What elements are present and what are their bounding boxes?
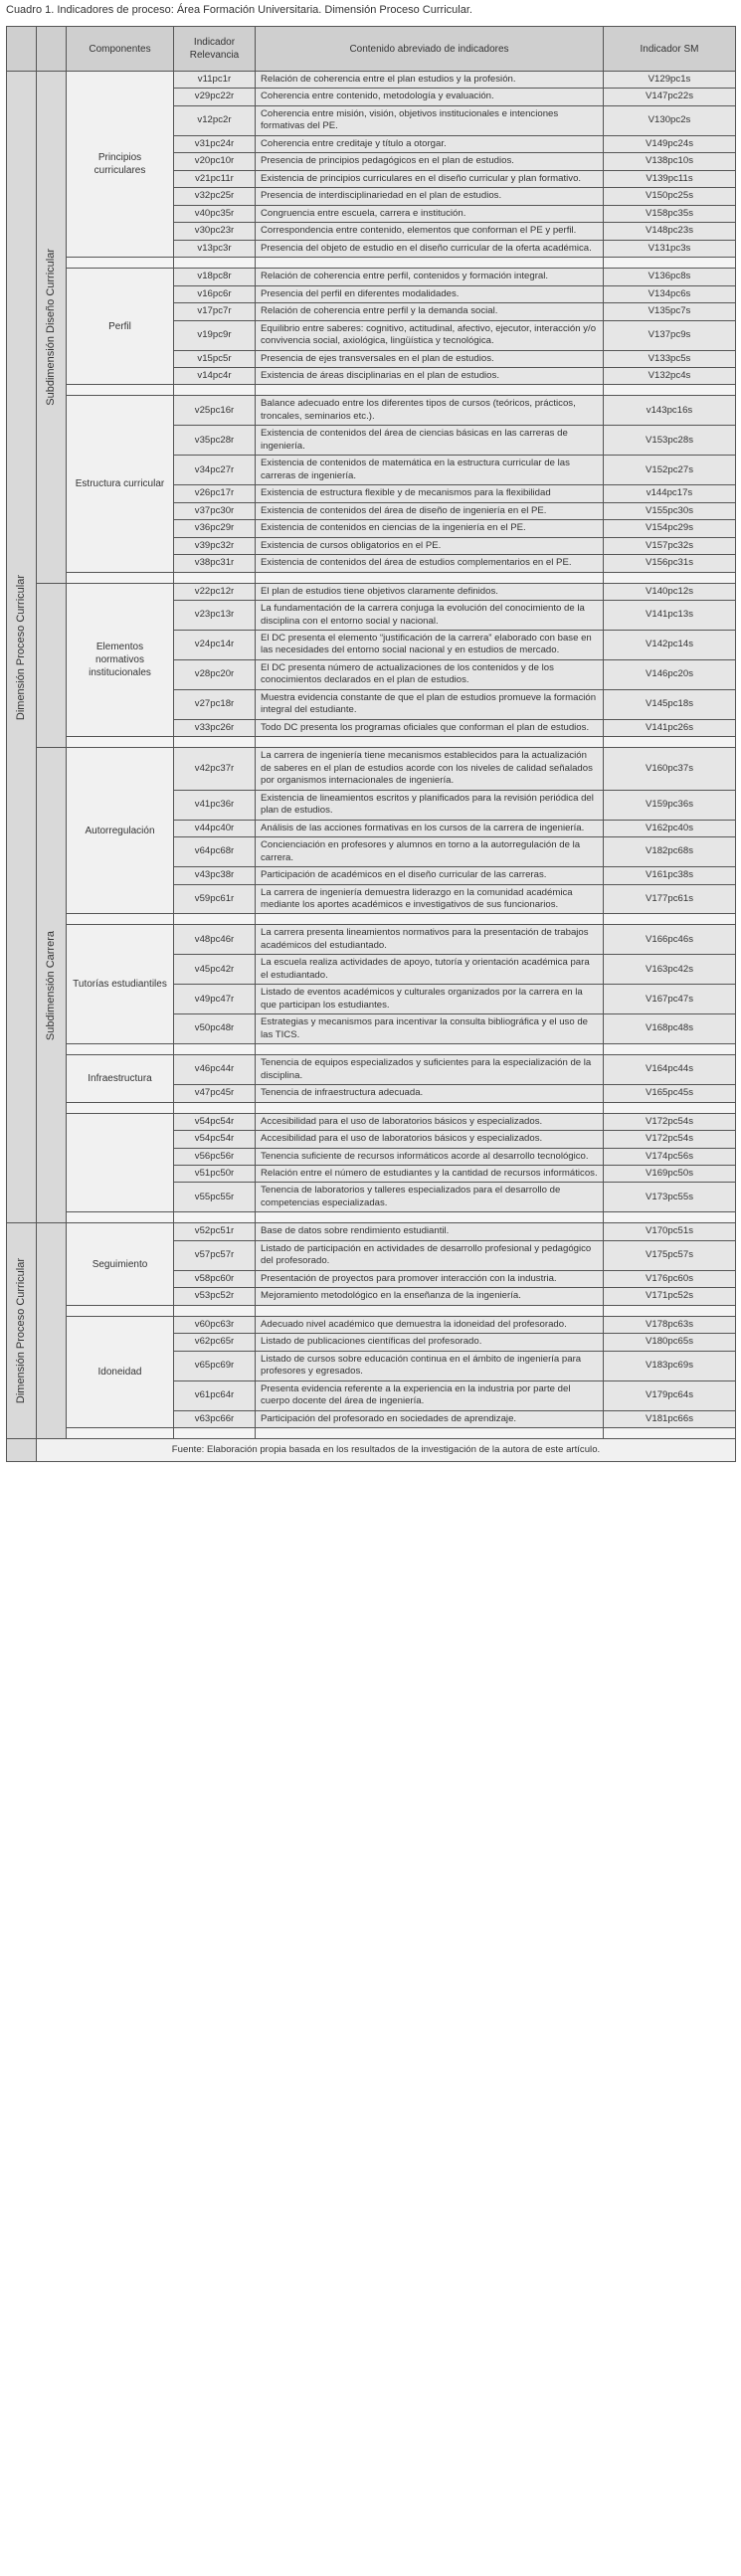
sm-code: V168pc48s bbox=[604, 1014, 736, 1044]
sm-code: V147pc22s bbox=[604, 89, 736, 105]
spacer-cell bbox=[174, 385, 256, 396]
table-row bbox=[7, 583, 736, 600]
spacer-row bbox=[7, 1212, 736, 1223]
subdimension-cell bbox=[37, 583, 67, 748]
spacer-cell bbox=[256, 1044, 604, 1055]
relevance-code: v61pc64r bbox=[174, 1380, 256, 1410]
sm-code: v144pc17s bbox=[604, 485, 736, 502]
relevance-code: v14pc4r bbox=[174, 367, 256, 384]
subdimension-cell bbox=[37, 1223, 67, 1439]
sm-code: V175pc57s bbox=[604, 1240, 736, 1270]
relevance-code: v55pc55r bbox=[174, 1183, 256, 1212]
indicator-description: Coherencia entre contenido, metodología y evaluación. bbox=[256, 89, 604, 105]
subdimension-label: Subdimensión Diseño Curricular bbox=[45, 248, 58, 406]
sm-code: V174pc56s bbox=[604, 1148, 736, 1165]
sm-code: V142pc14s bbox=[604, 631, 736, 660]
sm-code: V165pc45s bbox=[604, 1085, 736, 1102]
indicator-description: Accesibilidad para el uso de laboratorios básicos y especializados. bbox=[256, 1131, 604, 1148]
spacer-cell bbox=[604, 737, 736, 748]
sm-code: V177pc61s bbox=[604, 884, 736, 914]
sm-code: V130pc2s bbox=[604, 105, 736, 135]
relevance-code: v46pc44r bbox=[174, 1055, 256, 1085]
source-note: Fuente: Elaboración propia basada en los resultados de la investigación de la autora de este artículo. bbox=[37, 1439, 736, 1462]
sm-code: V162pc40s bbox=[604, 820, 736, 836]
relevance-code: v24pc14r bbox=[174, 631, 256, 660]
relevance-code: v32pc25r bbox=[174, 188, 256, 205]
sm-code: V138pc10s bbox=[604, 153, 736, 170]
indicator-description: Coherencia entre creditaje y título a otorgar. bbox=[256, 135, 604, 152]
relevance-code: v49pc47r bbox=[174, 985, 256, 1014]
indicator-description: La escuela realiza actividades de apoyo, tutoría y orientación académica para el estudiantado. bbox=[256, 955, 604, 985]
component-cell: Idoneidad bbox=[67, 1316, 174, 1427]
relevance-code: v30pc23r bbox=[174, 223, 256, 240]
indicator-description: Relación de coherencia entre perfil y la demanda social. bbox=[256, 303, 604, 320]
relevance-code: v11pc1r bbox=[174, 72, 256, 89]
relevance-code: v23pc13r bbox=[174, 601, 256, 631]
indicator-description: Concienciación en profesores y alumnos en torno a la autorregulación de la carrera. bbox=[256, 837, 604, 867]
spacer-row bbox=[7, 1044, 736, 1055]
sm-code: V180pc65s bbox=[604, 1334, 736, 1351]
component-cell: Infraestructura bbox=[67, 1055, 174, 1102]
table-row bbox=[7, 269, 736, 285]
component-cell: Elementos normativos institucionales bbox=[67, 583, 174, 737]
relevance-code: v52pc51r bbox=[174, 1223, 256, 1240]
sm-code: V157pc32s bbox=[604, 537, 736, 554]
header-contenido: Contenido abreviado de indicadores bbox=[256, 27, 604, 72]
indicator-description: Adecuado nivel académico que demuestra la idoneidad del profesorado. bbox=[256, 1316, 604, 1333]
component-cell: Autorregulación bbox=[67, 748, 174, 914]
table-row bbox=[7, 925, 736, 955]
indicator-description: Presencia del objeto de estudio en el diseño curricular de la oferta académica. bbox=[256, 240, 604, 257]
spacer-cell bbox=[604, 1428, 736, 1439]
subdimension-label: Subdimensión Carrera bbox=[45, 930, 58, 1040]
spacer-cell bbox=[174, 1102, 256, 1113]
spacer-cell bbox=[67, 737, 174, 748]
dimension-cell bbox=[7, 72, 37, 1223]
spacer-cell bbox=[174, 914, 256, 925]
component-cell: Seguimiento bbox=[67, 1223, 174, 1305]
sm-code: V139pc11s bbox=[604, 170, 736, 187]
header-componentes: Componentes bbox=[67, 27, 174, 72]
table-row bbox=[7, 1113, 736, 1130]
relevance-code: v26pc17r bbox=[174, 485, 256, 502]
sm-code: V170pc51s bbox=[604, 1223, 736, 1240]
relevance-code: v62pc65r bbox=[174, 1334, 256, 1351]
indicator-description: Presencia del perfil en diferentes modalidades. bbox=[256, 285, 604, 302]
indicator-description: Tenencia de infraestructura adecuada. bbox=[256, 1085, 604, 1102]
component-cell: Principios curriculares bbox=[67, 72, 174, 258]
footer-blank bbox=[7, 1439, 37, 1462]
relevance-code: v48pc46r bbox=[174, 925, 256, 955]
relevance-code: v43pc38r bbox=[174, 867, 256, 884]
sm-code: V179pc64s bbox=[604, 1380, 736, 1410]
component-cell: Estructura curricular bbox=[67, 396, 174, 572]
spacer-cell bbox=[256, 572, 604, 583]
spacer-cell bbox=[256, 914, 604, 925]
indicator-description: Existencia de áreas disciplinarias en el plan de estudios. bbox=[256, 367, 604, 384]
sm-code: V150pc25s bbox=[604, 188, 736, 205]
spacer-cell bbox=[256, 1212, 604, 1223]
header-blank-subdimension bbox=[37, 27, 67, 72]
dimension-label: Dimensión Proceso Curricular bbox=[15, 1258, 28, 1404]
sm-code: V137pc9s bbox=[604, 320, 736, 350]
spacer-cell bbox=[67, 572, 174, 583]
relevance-code: v45pc42r bbox=[174, 955, 256, 985]
indicator-description: Participación de académicos en el diseño curricular de las carreras. bbox=[256, 867, 604, 884]
sm-code: V169pc50s bbox=[604, 1166, 736, 1183]
header-blank-dimension bbox=[7, 27, 37, 72]
spacer-cell bbox=[604, 1212, 736, 1223]
table-caption: Cuadro 1. Indicadores de proceso: Área Formación Universitaria. Dimensión Proceso Curricular. bbox=[6, 4, 472, 16]
indicator-description: Base de datos sobre rendimiento estudiantil. bbox=[256, 1223, 604, 1240]
indicator-description: Existencia de contenidos del área de ciencias básicas en las carreras de ingeniería. bbox=[256, 426, 604, 456]
relevance-code: v13pc3r bbox=[174, 240, 256, 257]
relevance-code: v47pc45r bbox=[174, 1085, 256, 1102]
indicator-description: Listado de participación en actividades de desarrollo profesional y pedagógico del profesorado. bbox=[256, 1240, 604, 1270]
sm-code: V176pc60s bbox=[604, 1270, 736, 1287]
spacer-cell bbox=[67, 1305, 174, 1316]
indicator-description: La carrera de ingeniería demuestra liderazgo en la comunidad académica mediante los aportes académicos e investigativos de sus funcionarios. bbox=[256, 884, 604, 914]
table-row bbox=[7, 72, 736, 89]
indicator-description: Presentación de proyectos para promover interacción con la industria. bbox=[256, 1270, 604, 1287]
sm-code: V156pc31s bbox=[604, 555, 736, 572]
spacer-cell bbox=[174, 1212, 256, 1223]
indicator-description: Tenencia de laboratorios y talleres especializados para el desarrollo de competencias especializadas. bbox=[256, 1183, 604, 1212]
indicator-description: Tenencia suficiente de recursos informáticos acorde al desarrollo tecnológico. bbox=[256, 1148, 604, 1165]
indicator-description: Presencia de interdisciplinariedad en el plan de estudios. bbox=[256, 188, 604, 205]
indicator-description: Presencia de principios pedagógicos en el plan de estudios. bbox=[256, 153, 604, 170]
spacer-cell bbox=[604, 1305, 736, 1316]
indicator-description: Listado de publicaciones científicas del profesorado. bbox=[256, 1334, 604, 1351]
sm-code: V141pc26s bbox=[604, 719, 736, 736]
indicator-description: Todo DC presenta los programas oficiales que conforman el plan de estudios. bbox=[256, 719, 604, 736]
table-row bbox=[7, 1223, 736, 1240]
indicator-description: La carrera de ingeniería tiene mecanismos establecidos para la actualización de saberes en el plan de estudios acorde con los niveles de calidad señalados por organismos internacionales de ingeniería. bbox=[256, 748, 604, 790]
relevance-code: v39pc32r bbox=[174, 537, 256, 554]
indicator-description: Mejoramiento metodológico en la enseñanza de la ingeniería. bbox=[256, 1288, 604, 1305]
footer-row bbox=[7, 1439, 736, 1462]
spacer-row bbox=[7, 1305, 736, 1316]
relevance-code: v35pc28r bbox=[174, 426, 256, 456]
indicator-description: El plan de estudios tiene objetivos claramente definidos. bbox=[256, 583, 604, 600]
sm-code: V158pc35s bbox=[604, 205, 736, 222]
sm-code: V182pc68s bbox=[604, 837, 736, 867]
relevance-code: v51pc50r bbox=[174, 1166, 256, 1183]
sm-code: V133pc5s bbox=[604, 350, 736, 367]
indicator-description: Relación entre el número de estudiantes y la cantidad de recursos informáticos. bbox=[256, 1166, 604, 1183]
sm-code: V129pc1s bbox=[604, 72, 736, 89]
spacer-cell bbox=[604, 1044, 736, 1055]
spacer-cell bbox=[256, 1102, 604, 1113]
spacer-cell bbox=[174, 258, 256, 269]
relevance-code: v58pc60r bbox=[174, 1270, 256, 1287]
relevance-code: v34pc27r bbox=[174, 456, 256, 485]
dimension-label: Dimensión Proceso Curricular bbox=[15, 574, 28, 720]
spacer-row bbox=[7, 914, 736, 925]
relevance-code: v42pc37r bbox=[174, 748, 256, 790]
subdimension-cell bbox=[37, 748, 67, 1223]
spacer-cell bbox=[174, 1428, 256, 1439]
spacer-cell bbox=[604, 258, 736, 269]
relevance-code: v50pc48r bbox=[174, 1014, 256, 1044]
indicator-description: Accesibilidad para el uso de laboratorios básicos y especializados. bbox=[256, 1113, 604, 1130]
sm-code: V154pc29s bbox=[604, 520, 736, 537]
header-sm: Indicador SM bbox=[604, 27, 736, 72]
indicator-description: Existencia de contenidos en ciencias de la ingeniería en el PE. bbox=[256, 520, 604, 537]
relevance-code: v56pc56r bbox=[174, 1148, 256, 1165]
indicator-description: Relación de coherencia entre perfil, contenidos y formación integral. bbox=[256, 269, 604, 285]
component-cell: Perfil bbox=[67, 269, 174, 385]
indicator-description: Existencia de contenidos del área de diseño de ingeniería en el PE. bbox=[256, 502, 604, 519]
spacer-cell bbox=[604, 385, 736, 396]
relevance-code: v57pc57r bbox=[174, 1240, 256, 1270]
sm-code: V141pc13s bbox=[604, 601, 736, 631]
indicator-description: Presencia de ejes transversales en el plan de estudios. bbox=[256, 350, 604, 367]
table-row bbox=[7, 1316, 736, 1333]
component-cell: Tutorías estudiantiles bbox=[67, 925, 174, 1044]
indicator-description: Listado de cursos sobre educación continua en el ámbito de ingeniería para profesores y egresados. bbox=[256, 1351, 604, 1380]
sm-code: V178pc63s bbox=[604, 1316, 736, 1333]
spacer-cell bbox=[174, 1305, 256, 1316]
sm-code: V155pc30s bbox=[604, 502, 736, 519]
indicator-description: Estrategias y mecanismos para incentivar la consulta bibliográfica y el uso de las TICS. bbox=[256, 1014, 604, 1044]
relevance-code: v65pc69r bbox=[174, 1351, 256, 1380]
spacer-cell bbox=[67, 914, 174, 925]
sm-code: V160pc37s bbox=[604, 748, 736, 790]
relevance-code: v31pc24r bbox=[174, 135, 256, 152]
indicator-description: Existencia de cursos obligatorios en el PE. bbox=[256, 537, 604, 554]
indicator-description: El DC presenta número de actualizaciones de los contenidos y de los conocimientos declarados en el plan de estudios. bbox=[256, 659, 604, 689]
relevance-code: v16pc6r bbox=[174, 285, 256, 302]
table-row bbox=[7, 396, 736, 426]
relevance-code: v25pc16r bbox=[174, 396, 256, 426]
sm-code: V136pc8s bbox=[604, 269, 736, 285]
relevance-code: v37pc30r bbox=[174, 502, 256, 519]
sm-code: V153pc28s bbox=[604, 426, 736, 456]
sm-code: V173pc55s bbox=[604, 1183, 736, 1212]
indicator-description: Congruencia entre escuela, carrera e institución. bbox=[256, 205, 604, 222]
spacer-cell bbox=[67, 385, 174, 396]
indicator-description: Coherencia entre misión, visión, objetivos institucionales e intenciones formativas del PE. bbox=[256, 105, 604, 135]
indicator-description: Relación de coherencia entre el plan estudios y la profesión. bbox=[256, 72, 604, 89]
spacer-cell bbox=[256, 737, 604, 748]
sm-code: V148pc23s bbox=[604, 223, 736, 240]
sm-code: V159pc36s bbox=[604, 790, 736, 820]
relevance-code: v40pc35r bbox=[174, 205, 256, 222]
relevance-code: v41pc36r bbox=[174, 790, 256, 820]
sm-code: V145pc18s bbox=[604, 689, 736, 719]
spacer-row bbox=[7, 1102, 736, 1113]
indicator-description: Existencia de estructura flexible y de mecanismos para la flexibilidad bbox=[256, 485, 604, 502]
relevance-code: v29pc22r bbox=[174, 89, 256, 105]
sm-code: V166pc46s bbox=[604, 925, 736, 955]
relevance-code: v54pc54r bbox=[174, 1113, 256, 1130]
indicator-description: Existencia de principios curriculares en el diseño curricular y plan formativo. bbox=[256, 170, 604, 187]
indicator-description: Equilibrio entre saberes: cognitivo, actitudinal, afectivo, ejecutor, interacción y/o convivencia social, axiológica, lingüística y tecnológica. bbox=[256, 320, 604, 350]
sm-code: V146pc20s bbox=[604, 659, 736, 689]
spacer-cell bbox=[604, 1102, 736, 1113]
spacer-cell bbox=[67, 1428, 174, 1439]
indicators-table bbox=[6, 26, 736, 1462]
spacer-cell bbox=[256, 1428, 604, 1439]
table-row bbox=[7, 1055, 736, 1085]
indicator-description: La carrera presenta lineamientos normativos para la presentación de trabajos académicos del estudiantado. bbox=[256, 925, 604, 955]
sm-code: v143pc16s bbox=[604, 396, 736, 426]
sm-code: V172pc54s bbox=[604, 1131, 736, 1148]
relevance-code: v44pc40r bbox=[174, 820, 256, 836]
indicator-description: La fundamentación de la carrera conjuga la evolución del conocimiento de la disciplina con el entorno social y nacional. bbox=[256, 601, 604, 631]
indicator-description: Análisis de las acciones formativas en los cursos de la carrera de ingeniería. bbox=[256, 820, 604, 836]
spacer-cell bbox=[604, 572, 736, 583]
spacer-cell bbox=[67, 1212, 174, 1223]
sm-code: V152pc27s bbox=[604, 456, 736, 485]
spacer-row bbox=[7, 1428, 736, 1439]
sm-code: V181pc66s bbox=[604, 1410, 736, 1427]
relevance-code: v19pc9r bbox=[174, 320, 256, 350]
relevance-code: v18pc8r bbox=[174, 269, 256, 285]
relevance-code: v22pc12r bbox=[174, 583, 256, 600]
sm-code: V131pc3s bbox=[604, 240, 736, 257]
spacer-cell bbox=[174, 572, 256, 583]
spacer-cell bbox=[174, 737, 256, 748]
relevance-code: v38pc31r bbox=[174, 555, 256, 572]
relevance-code: v27pc18r bbox=[174, 689, 256, 719]
spacer-cell bbox=[67, 258, 174, 269]
indicator-description: Participación del profesorado en sociedades de aprendizaje. bbox=[256, 1410, 604, 1427]
dimension-cell bbox=[7, 1223, 37, 1439]
relevance-code: v28pc20r bbox=[174, 659, 256, 689]
sm-code: V183pc69s bbox=[604, 1351, 736, 1380]
table-row bbox=[7, 748, 736, 790]
relevance-code: v36pc29r bbox=[174, 520, 256, 537]
sm-code: V161pc38s bbox=[604, 867, 736, 884]
sm-code: V135pc7s bbox=[604, 303, 736, 320]
spacer-row bbox=[7, 258, 736, 269]
header-row bbox=[7, 27, 736, 72]
sm-code: V163pc42s bbox=[604, 955, 736, 985]
sm-code: V167pc47s bbox=[604, 985, 736, 1014]
relevance-code: v59pc61r bbox=[174, 884, 256, 914]
component-cell bbox=[67, 1113, 174, 1212]
sm-code: V132pc4s bbox=[604, 367, 736, 384]
indicator-description: Existencia de contenidos del área de estudios complementarios en el PE. bbox=[256, 555, 604, 572]
header-relevancia: Indicador Relevancia bbox=[174, 27, 256, 72]
spacer-cell bbox=[67, 1044, 174, 1055]
relevance-code: v64pc68r bbox=[174, 837, 256, 867]
spacer-cell bbox=[67, 1102, 174, 1113]
indicator-description: Muestra evidencia constante de que el plan de estudios promueve la formación integral del estudiante. bbox=[256, 689, 604, 719]
spacer-cell bbox=[256, 258, 604, 269]
subdimension-cell bbox=[37, 72, 67, 584]
sm-code: V171pc52s bbox=[604, 1288, 736, 1305]
spacer-cell bbox=[256, 385, 604, 396]
indicator-description: El DC presenta el elemento “justificación de la carrera” elaborado con base en las necesidades del entorno social nacional y en estudios de mercado. bbox=[256, 631, 604, 660]
relevance-code: v63pc66r bbox=[174, 1410, 256, 1427]
relevance-code: v54pc54r bbox=[174, 1131, 256, 1148]
relevance-code: v20pc10r bbox=[174, 153, 256, 170]
relevance-code: v12pc2r bbox=[174, 105, 256, 135]
sm-code: V140pc12s bbox=[604, 583, 736, 600]
sm-code: V149pc24s bbox=[604, 135, 736, 152]
relevance-code: v21pc11r bbox=[174, 170, 256, 187]
spacer-row bbox=[7, 572, 736, 583]
sm-code: V172pc54s bbox=[604, 1113, 736, 1130]
spacer-cell bbox=[604, 914, 736, 925]
indicator-description: Listado de eventos académicos y culturales organizados por la carrera en la que participan los estudiantes. bbox=[256, 985, 604, 1014]
spacer-cell bbox=[256, 1305, 604, 1316]
indicator-description: Existencia de contenidos de matemática en la estructura curricular de las carreras de ingeniería. bbox=[256, 456, 604, 485]
relevance-code: v33pc26r bbox=[174, 719, 256, 736]
indicator-description: Correspondencia entre contenido, elementos que conforman el PE y perfil. bbox=[256, 223, 604, 240]
sm-code: V134pc6s bbox=[604, 285, 736, 302]
sm-code: V164pc44s bbox=[604, 1055, 736, 1085]
relevance-code: v60pc63r bbox=[174, 1316, 256, 1333]
indicator-description: Existencia de lineamientos escritos y planificados para la revisión periódica del plan de estudios. bbox=[256, 790, 604, 820]
indicator-description: Balance adecuado entre los diferentes tipos de cursos (teóricos, prácticos, troncales, seminarios etc.). bbox=[256, 396, 604, 426]
indicator-description: Tenencia de equipos especializados y suficientes para la especialización de la disciplina. bbox=[256, 1055, 604, 1085]
spacer-cell bbox=[174, 1044, 256, 1055]
spacer-row bbox=[7, 737, 736, 748]
spacer-row bbox=[7, 385, 736, 396]
indicator-description: Presenta evidencia referente a la experiencia en la industria por parte del cuerpo docente del área de ingeniería. bbox=[256, 1380, 604, 1410]
relevance-code: v17pc7r bbox=[174, 303, 256, 320]
relevance-code: v53pc52r bbox=[174, 1288, 256, 1305]
relevance-code: v15pc5r bbox=[174, 350, 256, 367]
